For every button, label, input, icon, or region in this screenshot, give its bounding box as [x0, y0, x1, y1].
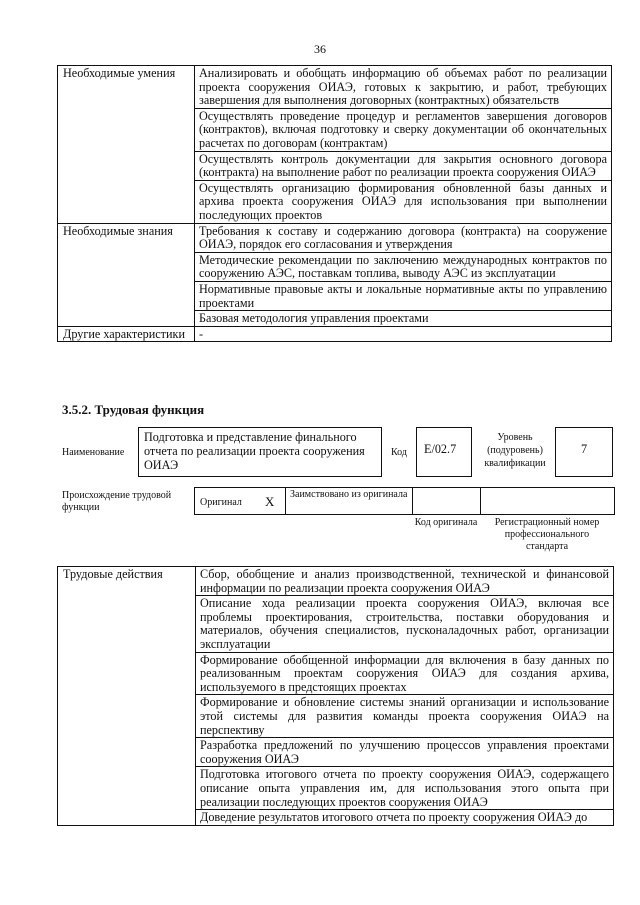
table-row	[58, 223, 612, 252]
row-label-knowledge: Необходимые знания	[58, 223, 195, 326]
table-cell: Формирование обобщенной информации для включения в базу данных по реализованным проектам сооружения ОИАЭ для создания архива, используемого в предстоящих проектах	[196, 652, 614, 695]
skills-knowledge-table	[57, 65, 612, 342]
table-cell: Методические рекомендации по заключению международных контрактов по сооружению АЭС, поставкам топлива, выводу АЭС из эксплуатации	[195, 252, 612, 281]
row-label-labor-actions: Трудовые действия	[58, 567, 196, 826]
table-row	[58, 66, 612, 109]
table-cell: Осуществлять контроль документации для закрытия основного договора (контракта) на выполнение работ по реализации проекта сооружения ОИАЭ	[195, 151, 612, 180]
registration-caption: Регистрационный номер профессионального стандарта	[494, 517, 600, 552]
origin-divider	[480, 487, 481, 515]
table-cell: Разработка предложений по улучшению процессов управления проектами сооружения ОИАЭ	[196, 738, 614, 767]
code-original-caption: Код оригинала	[414, 517, 478, 528]
row-label-skills: Необходимые умения	[58, 66, 195, 224]
origin-label: Происхождение трудовой функции	[62, 490, 172, 513]
table-cell: Формирование и обновление системы знаний организации и использование этой системы для развития команды проекта сооружения ОИАЭ на перспективу	[196, 695, 614, 738]
borrowed-label: Заимствовано из оригинала	[290, 489, 408, 500]
table-cell: Нормативные правовые акты и локальные нормативные акты по управлению проектами	[195, 281, 612, 310]
code-label: Код	[391, 447, 407, 458]
table-cell: Сбор, обобщение и анализ производственной, технической и финансовой информации по реализации проекта сооружения ОИАЭ	[196, 567, 614, 596]
name-label: Наименование	[62, 447, 125, 458]
origin-divider	[412, 487, 413, 515]
table-cell: Базовая методология управления проектами	[195, 311, 612, 327]
original-mark: X	[265, 494, 275, 509]
table-cell: -	[195, 326, 612, 342]
labor-actions-table	[57, 566, 614, 826]
table-cell: Подготовка итогового отчета по проекту сооружения ОИАЭ, содержащего описание опыта управления им, для использования этого опыта при реализации последующих проектов сооружения ОИАЭ	[196, 767, 614, 810]
table-cell: Доведение результатов итогового отчета по проекту сооружения ОИАЭ до	[196, 810, 614, 826]
row-label-other: Другие характеристики	[58, 326, 195, 342]
table-cell: Осуществлять проведение процедур и регламентов завершения договоров (контрактов), включая подготовку и сверку документации об окончательных расчетах по договорам (контрактам)	[195, 108, 612, 151]
table-row	[58, 567, 614, 596]
origin-divider	[285, 487, 286, 515]
table-cell: Осуществлять организацию формирования обновленной базы данных и архива проекта сооружения ОИАЭ для использования при выполнении последующих проектов	[195, 180, 612, 223]
table-cell: Анализировать и обобщать информацию об объемах работ по реализации проекта сооружения ОИАЭ, готовых к закрытию, и работ, требующих завершения для выполнения договорных (контрактных) обязательств	[195, 66, 612, 109]
original-label: Оригинал	[200, 497, 242, 508]
table-cell: Описание хода реализации проекта сооружения ОИАЭ, включая все проблемы проектирования, строительства, поставки оборудования и материалов, обучения специалистов, пусконаладочных работ, организации эксплуатации	[196, 596, 614, 652]
page-number: 36	[314, 42, 326, 56]
level-label: Уровень (подуровень) квалификации	[484, 432, 546, 469]
section-heading: 3.5.2. Трудовая функция	[62, 402, 205, 417]
function-name-box: Подготовка и представление финального отчета по реализации проекта сооружения ОИАЭ	[138, 427, 382, 477]
level-box: 7	[555, 427, 613, 477]
table-row	[58, 326, 612, 342]
code-box: E/02.7	[416, 427, 472, 477]
table-cell: Требования к составу и содержанию договора (контракта) на сооружение ОИАЭ, порядок его согласования и утверждения	[195, 223, 612, 252]
